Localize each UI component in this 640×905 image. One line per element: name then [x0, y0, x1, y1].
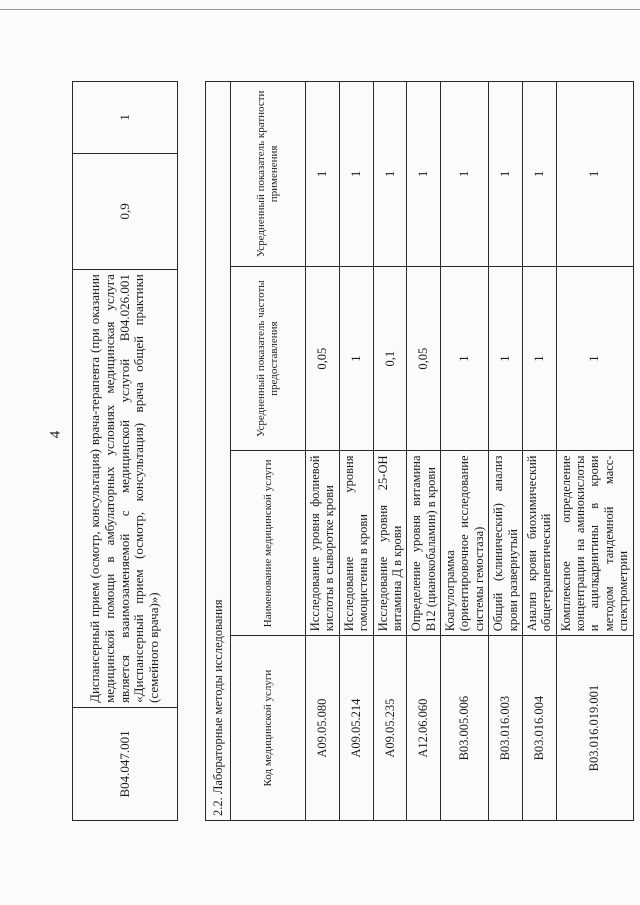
row-code: A12.06.060 [407, 636, 441, 821]
top-service-name: Диспансерный прием (осмотр, консультация) врача-терапевта (при оказании медицинской помощи в амбулаторных условиях медицинская услуга является взаимозаменяемой с медицинской услугой B04.026.001 «Диспансерный прием (осмотр, консультация) врача общей практики (семейного врача)») [73, 270, 178, 708]
header-name: Наименование медицинской услуги [231, 451, 306, 636]
table-row [441, 82, 489, 821]
row-multiplicity: 1 [373, 82, 407, 267]
row-code: B03.016.003 [489, 636, 523, 821]
top-service-multiplicity: 1 [73, 82, 178, 154]
row-multiplicity: 1 [407, 82, 441, 267]
row-frequency: 1 [556, 266, 633, 451]
row-name: Определение уровня витамина B12 (цианокобаламин) в крови [407, 451, 441, 636]
header-multiplicity: Усредненный показатель кратности применения [231, 82, 306, 267]
row-name: Общий (клинический) анализ крови развернутый [489, 451, 523, 636]
top-table [72, 81, 178, 821]
section-title-row [206, 82, 231, 821]
row-code: A09.05.080 [306, 636, 340, 821]
table-row [556, 82, 633, 821]
row-name: Анализ крови биохимический общетерапевтический [522, 451, 556, 636]
table-header-row [231, 82, 306, 821]
row-name: Исследование уровня гомоцистеина в крови [339, 451, 373, 636]
table-row [339, 82, 373, 821]
table-row [306, 82, 340, 821]
row-frequency: 1 [522, 266, 556, 451]
header-code: Код медицинской услуги [231, 636, 306, 821]
row-frequency: 1 [339, 266, 373, 451]
row-code: B03.005.006 [441, 636, 489, 821]
header-frequency: Усредненный показатель частоты предоставления [231, 266, 306, 451]
top-service-frequency: 0,9 [73, 153, 178, 269]
row-code: A09.05.214 [339, 636, 373, 821]
row-multiplicity: 1 [489, 82, 523, 267]
row-code: B03.016.004 [522, 636, 556, 821]
row-multiplicity: 1 [306, 82, 340, 267]
row-name: Исследование уровня фолиевой кислоты в сыворотке крови [306, 451, 340, 636]
row-multiplicity: 1 [339, 82, 373, 267]
row-multiplicity: 1 [522, 82, 556, 267]
row-frequency: 0,05 [407, 266, 441, 451]
row-name: Исследование уровня 25-ОН витамина Д в крови [373, 451, 407, 636]
row-name: Комплексное определение концентрации на аминокислоты и ацилкарнитины в крови методом тандемной масс-спектрометрии [556, 451, 633, 636]
table-row [522, 82, 556, 821]
table-row [407, 82, 441, 821]
section-title: 2.2. Лабораторные методы исследования [206, 82, 231, 821]
top-table-row [73, 82, 178, 821]
row-frequency: 0,05 [306, 266, 340, 451]
table-row [373, 82, 407, 821]
lab-methods-table [205, 81, 634, 821]
page-number: 4 [47, 430, 64, 439]
row-code: B03.016.019.001 [556, 636, 633, 821]
row-multiplicity: 1 [556, 82, 633, 267]
row-name: Коагулограмма (ориентировочное исследование системы гемостаза) [441, 451, 489, 636]
row-code: A09.05.235 [373, 636, 407, 821]
row-frequency: 1 [489, 266, 523, 451]
row-multiplicity: 1 [441, 82, 489, 267]
row-frequency: 0,1 [373, 266, 407, 451]
top-service-code: B04.047.001 [73, 707, 178, 820]
row-frequency: 1 [441, 266, 489, 451]
table-row [489, 82, 523, 821]
